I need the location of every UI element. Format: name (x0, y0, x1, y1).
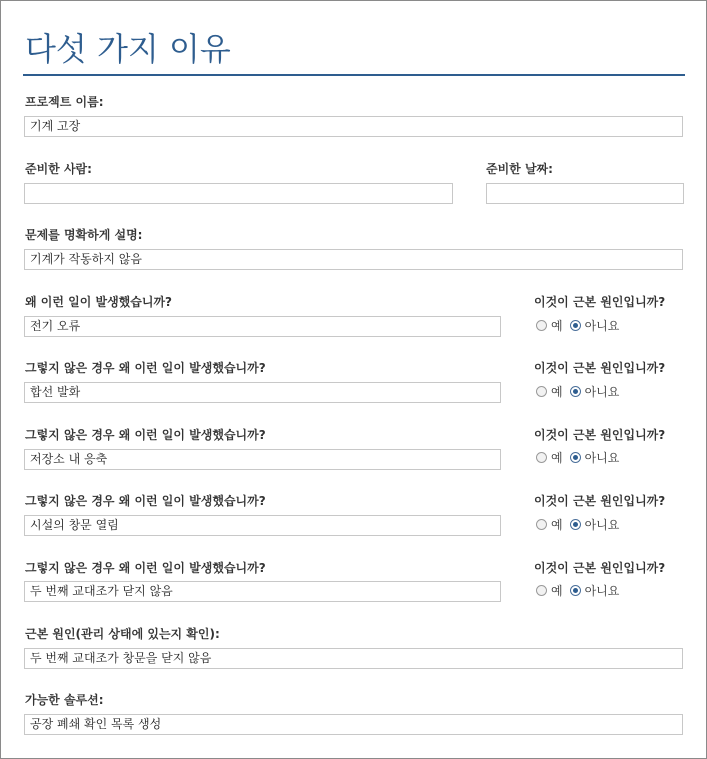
why-3-root-radio-group (536, 449, 626, 466)
prepared-by-field[interactable] (24, 183, 453, 204)
why-3-field[interactable]: 저장소 내 응축 (24, 449, 501, 470)
why-4-root-radio-group (536, 516, 626, 533)
why-4-no-label: 아니요 (584, 518, 620, 532)
why-2-no-radio[interactable] (570, 386, 581, 397)
root-cause-field[interactable]: 두 번째 교대조가 창문을 닫지 않음 (24, 648, 683, 669)
why-5-yes-label: 예 (551, 584, 563, 598)
why-1-yes-label: 예 (551, 319, 563, 333)
project-name-label: 프로젝트 이름: (25, 95, 104, 109)
why-3-no-radio[interactable] (570, 452, 581, 463)
why-3-yes-radio[interactable] (536, 452, 547, 463)
why-4-root-question: 이것이 근본 원인입니까? (534, 494, 666, 508)
why-5-label: 그렇지 않은 경우 왜 이런 일이 발생했습니까? (25, 561, 266, 575)
why-2-label: 그렇지 않은 경우 왜 이런 일이 발생했습니까? (25, 361, 266, 375)
solutions-field[interactable]: 공장 폐쇄 확인 목록 생성 (24, 714, 683, 735)
solutions-label: 가능한 솔루션: (25, 693, 104, 707)
page-title: 다섯 가지 이유 (25, 30, 231, 68)
why-2-yes-radio[interactable] (536, 386, 547, 397)
prepared-date-field[interactable] (486, 183, 684, 204)
problem-field[interactable]: 기계가 작동하지 않음 (24, 249, 683, 270)
why-5-field[interactable]: 두 번째 교대조가 닫지 않음 (24, 581, 501, 602)
why-1-label: 왜 이런 일이 발생했습니까? (25, 295, 173, 309)
prepared-by-label: 준비한 사람: (25, 162, 92, 176)
project-name-field[interactable]: 기계 고장 (24, 116, 683, 137)
why-4-field[interactable]: 시설의 창문 열림 (24, 515, 501, 536)
why-1-no-label: 아니요 (584, 319, 620, 333)
why-1-root-radio-group (536, 317, 626, 334)
root-cause-label: 근본 원인(관리 상태에 있는지 확인): (25, 627, 220, 641)
why-5-no-label: 아니요 (584, 584, 620, 598)
why-2-root-question: 이것이 근본 원인입니까? (534, 361, 666, 375)
why-4-yes-radio[interactable] (536, 519, 547, 530)
problem-label: 문제를 명확하게 설명: (25, 228, 143, 242)
why-1-root-question: 이것이 근본 원인입니까? (534, 295, 666, 309)
why-3-root-question: 이것이 근본 원인입니까? (534, 428, 666, 442)
why-3-label: 그렇지 않은 경우 왜 이런 일이 발생했습니까? (25, 428, 266, 442)
title-divider (23, 74, 685, 76)
why-1-field[interactable]: 전기 오류 (24, 316, 501, 337)
why-5-yes-radio[interactable] (536, 585, 547, 596)
why-4-label: 그렇지 않은 경우 왜 이런 일이 발생했습니까? (25, 494, 266, 508)
why-5-root-question: 이것이 근본 원인입니까? (534, 561, 666, 575)
why-4-no-radio[interactable] (570, 519, 581, 530)
why-5-no-radio[interactable] (570, 585, 581, 596)
why-2-no-label: 아니요 (584, 385, 620, 399)
why-3-yes-label: 예 (551, 451, 563, 465)
why-1-yes-radio[interactable] (536, 320, 547, 331)
why-2-yes-label: 예 (551, 385, 563, 399)
why-5-root-radio-group (536, 582, 626, 599)
why-1-no-radio[interactable] (570, 320, 581, 331)
why-2-field[interactable]: 합선 발화 (24, 382, 501, 403)
why-2-root-radio-group (536, 383, 626, 400)
prepared-date-label: 준비한 날짜: (486, 162, 553, 176)
why-4-yes-label: 예 (551, 518, 563, 532)
why-3-no-label: 아니요 (584, 451, 620, 465)
